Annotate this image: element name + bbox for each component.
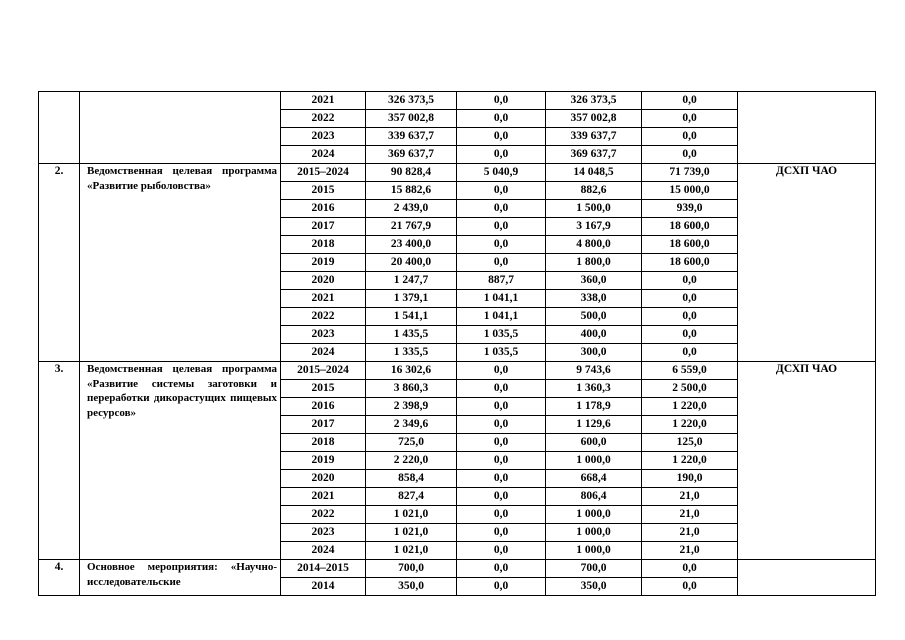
federal-budget-cell: 0,0 (457, 236, 546, 254)
total-cell: 1 435,5 (366, 326, 457, 344)
total-cell: 2 349,6 (366, 416, 457, 434)
table-row (39, 92, 876, 110)
federal-budget-cell: 1 041,1 (457, 308, 546, 326)
regional-budget-cell: 1 129,6 (546, 416, 642, 434)
year-cell: 2024 (281, 146, 366, 164)
program-name-cell: Ведомственная целевая программа «Развитие системы заготовки и переработки дикорастущих пищевых ресурсов» (80, 362, 281, 560)
federal-budget-cell: 0,0 (457, 470, 546, 488)
total-cell: 1 247,7 (366, 272, 457, 290)
regional-budget-cell: 326 373,5 (546, 92, 642, 110)
federal-budget-cell: 0,0 (457, 92, 546, 110)
federal-budget-cell: 0,0 (457, 362, 546, 380)
regional-budget-cell: 369 637,7 (546, 146, 642, 164)
program-name-cell: Ведомственная целевая программа «Развитие рыболовства» (80, 164, 281, 362)
other-source-cell: 1 220,0 (642, 398, 738, 416)
year-cell: 2014–2015 (281, 560, 366, 578)
total-cell: 20 400,0 (366, 254, 457, 272)
regional-budget-cell: 700,0 (546, 560, 642, 578)
regional-budget-cell: 400,0 (546, 326, 642, 344)
total-cell: 1 021,0 (366, 542, 457, 560)
year-cell: 2020 (281, 470, 366, 488)
other-source-cell: 15 000,0 (642, 182, 738, 200)
other-source-cell: 0,0 (642, 344, 738, 362)
year-cell: 2023 (281, 326, 366, 344)
federal-budget-cell: 0,0 (457, 452, 546, 470)
other-source-cell: 21,0 (642, 506, 738, 524)
executor-cell (738, 92, 876, 164)
total-cell: 1 379,1 (366, 290, 457, 308)
year-cell: 2015 (281, 380, 366, 398)
other-source-cell: 0,0 (642, 560, 738, 578)
other-source-cell: 0,0 (642, 578, 738, 596)
year-cell: 2014 (281, 578, 366, 596)
total-cell: 1 021,0 (366, 524, 457, 542)
total-cell: 2 398,9 (366, 398, 457, 416)
federal-budget-cell: 0,0 (457, 506, 546, 524)
total-cell: 1 541,1 (366, 308, 457, 326)
regional-budget-cell: 9 743,6 (546, 362, 642, 380)
year-cell: 2015–2024 (281, 164, 366, 182)
total-cell: 2 439,0 (366, 200, 457, 218)
federal-budget-cell: 0,0 (457, 254, 546, 272)
regional-budget-cell: 357 002,8 (546, 110, 642, 128)
year-cell: 2023 (281, 128, 366, 146)
executor-cell: ДСХП ЧАО (738, 362, 876, 560)
total-cell: 827,4 (366, 488, 457, 506)
year-cell: 2017 (281, 218, 366, 236)
federal-budget-cell: 0,0 (457, 200, 546, 218)
federal-budget-cell: 1 041,1 (457, 290, 546, 308)
other-source-cell: 0,0 (642, 92, 738, 110)
regional-budget-cell: 360,0 (546, 272, 642, 290)
regional-budget-cell: 1 000,0 (546, 524, 642, 542)
row-number-cell: 3. (39, 362, 80, 560)
year-cell: 2023 (281, 524, 366, 542)
executor-cell (738, 560, 876, 596)
federal-budget-cell: 0,0 (457, 488, 546, 506)
regional-budget-cell: 1 000,0 (546, 506, 642, 524)
year-cell: 2022 (281, 308, 366, 326)
total-cell: 21 767,9 (366, 218, 457, 236)
table-row (39, 164, 876, 182)
other-source-cell: 1 220,0 (642, 416, 738, 434)
regional-budget-cell: 500,0 (546, 308, 642, 326)
total-cell: 1 021,0 (366, 506, 457, 524)
other-source-cell: 2 500,0 (642, 380, 738, 398)
other-source-cell: 190,0 (642, 470, 738, 488)
row-number-cell (39, 92, 80, 164)
federal-budget-cell: 0,0 (457, 146, 546, 164)
total-cell: 326 373,5 (366, 92, 457, 110)
total-cell: 858,4 (366, 470, 457, 488)
year-cell: 2020 (281, 272, 366, 290)
total-cell: 2 220,0 (366, 452, 457, 470)
regional-budget-cell: 300,0 (546, 344, 642, 362)
federal-budget-cell: 1 035,5 (457, 326, 546, 344)
other-source-cell: 18 600,0 (642, 218, 738, 236)
other-source-cell: 21,0 (642, 488, 738, 506)
federal-budget-cell: 0,0 (457, 182, 546, 200)
year-cell: 2018 (281, 434, 366, 452)
total-cell: 16 302,6 (366, 362, 457, 380)
other-source-cell: 71 739,0 (642, 164, 738, 182)
other-source-cell: 939,0 (642, 200, 738, 218)
year-cell: 2016 (281, 398, 366, 416)
regional-budget-cell: 1 000,0 (546, 542, 642, 560)
other-source-cell: 0,0 (642, 146, 738, 164)
total-cell: 700,0 (366, 560, 457, 578)
federal-budget-cell: 1 035,5 (457, 344, 546, 362)
year-cell: 2015–2024 (281, 362, 366, 380)
total-cell: 339 637,7 (366, 128, 457, 146)
regional-budget-cell: 1 500,0 (546, 200, 642, 218)
year-cell: 2019 (281, 254, 366, 272)
year-cell: 2022 (281, 110, 366, 128)
row-number-cell: 2. (39, 164, 80, 362)
federal-budget-cell: 0,0 (457, 128, 546, 146)
regional-budget-cell: 4 800,0 (546, 236, 642, 254)
program-name-cell: Основное мероприятия: «Научно-исследовательские (80, 560, 281, 596)
other-source-cell: 0,0 (642, 308, 738, 326)
year-cell: 2017 (281, 416, 366, 434)
total-cell: 3 860,3 (366, 380, 457, 398)
federal-budget-cell: 0,0 (457, 398, 546, 416)
regional-budget-cell: 600,0 (546, 434, 642, 452)
total-cell: 369 637,7 (366, 146, 457, 164)
other-source-cell: 1 220,0 (642, 452, 738, 470)
federal-budget-cell: 0,0 (457, 218, 546, 236)
total-cell: 350,0 (366, 578, 457, 596)
total-cell: 23 400,0 (366, 236, 457, 254)
year-cell: 2016 (281, 200, 366, 218)
year-cell: 2024 (281, 542, 366, 560)
total-cell: 15 882,6 (366, 182, 457, 200)
federal-budget-cell: 5 040,9 (457, 164, 546, 182)
federal-budget-cell: 0,0 (457, 434, 546, 452)
year-cell: 2022 (281, 506, 366, 524)
federal-budget-cell: 0,0 (457, 110, 546, 128)
regional-budget-cell: 339 637,7 (546, 128, 642, 146)
federal-budget-cell: 0,0 (457, 542, 546, 560)
year-cell: 2021 (281, 92, 366, 110)
table-row (39, 560, 876, 578)
federal-budget-cell: 887,7 (457, 272, 546, 290)
federal-budget-cell: 0,0 (457, 524, 546, 542)
total-cell: 90 828,4 (366, 164, 457, 182)
year-cell: 2015 (281, 182, 366, 200)
other-source-cell: 6 559,0 (642, 362, 738, 380)
year-cell: 2018 (281, 236, 366, 254)
budget-table (38, 91, 876, 596)
regional-budget-cell: 3 167,9 (546, 218, 642, 236)
other-source-cell: 0,0 (642, 290, 738, 308)
regional-budget-cell: 338,0 (546, 290, 642, 308)
regional-budget-cell: 806,4 (546, 488, 642, 506)
regional-budget-cell: 350,0 (546, 578, 642, 596)
year-cell: 2021 (281, 488, 366, 506)
other-source-cell: 0,0 (642, 128, 738, 146)
total-cell: 357 002,8 (366, 110, 457, 128)
other-source-cell: 0,0 (642, 110, 738, 128)
other-source-cell: 21,0 (642, 542, 738, 560)
regional-budget-cell: 1 000,0 (546, 452, 642, 470)
federal-budget-cell: 0,0 (457, 380, 546, 398)
table-row (39, 362, 876, 380)
federal-budget-cell: 0,0 (457, 578, 546, 596)
other-source-cell: 21,0 (642, 524, 738, 542)
other-source-cell: 18 600,0 (642, 254, 738, 272)
federal-budget-cell: 0,0 (457, 416, 546, 434)
executor-cell: ДСХП ЧАО (738, 164, 876, 362)
regional-budget-cell: 1 360,3 (546, 380, 642, 398)
regional-budget-cell: 1 178,9 (546, 398, 642, 416)
year-cell: 2024 (281, 344, 366, 362)
program-name-cell (80, 92, 281, 164)
other-source-cell: 125,0 (642, 434, 738, 452)
total-cell: 725,0 (366, 434, 457, 452)
regional-budget-cell: 14 048,5 (546, 164, 642, 182)
row-number-cell: 4. (39, 560, 80, 596)
regional-budget-cell: 882,6 (546, 182, 642, 200)
regional-budget-cell: 668,4 (546, 470, 642, 488)
year-cell: 2021 (281, 290, 366, 308)
total-cell: 1 335,5 (366, 344, 457, 362)
other-source-cell: 18 600,0 (642, 236, 738, 254)
year-cell: 2019 (281, 452, 366, 470)
other-source-cell: 0,0 (642, 272, 738, 290)
other-source-cell: 0,0 (642, 326, 738, 344)
federal-budget-cell: 0,0 (457, 560, 546, 578)
regional-budget-cell: 1 800,0 (546, 254, 642, 272)
